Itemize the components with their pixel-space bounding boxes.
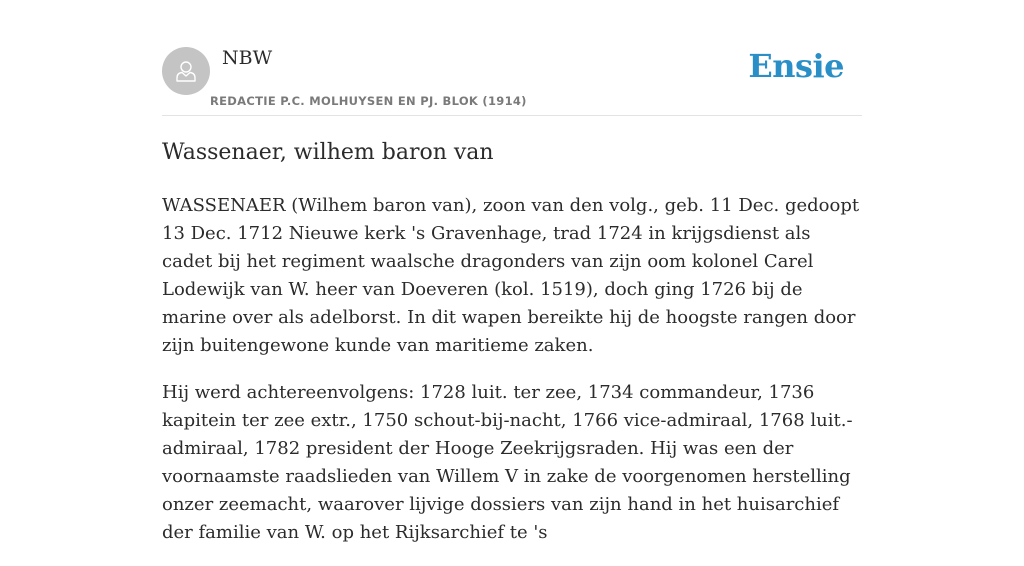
source-name[interactable]: NBW <box>222 47 273 69</box>
article-paragraph: WASSENAER (Wilhem baron van), zoon van den volg., geb. 11 Dec. gedoopt 13 Dec. 1712 Nieuwe kerk 's Gravenhage, trad 1724 in krijgsdienst als cadet bij het regiment waalsche dragonders van zijn oom kolonel Carel Lodewijk van W. heer van Doeveren (kol. 1519), doch ging 1726 bij de marine over als adelborst. In dit wapen bereikte hij de hoogste rangen door zijn buitengewone kunde van maritieme zaken. <box>162 195 860 356</box>
source-subtitle: REDACTIE P.C. MOLHUYSEN EN PJ. BLOK (1914) <box>210 94 527 108</box>
person-outline-icon <box>172 57 200 85</box>
article-page <box>162 0 862 543</box>
article-paragraph: Hij werd achtereenvolgens: 1728 luit. ter zee, 1734 commandeur, 1736 kapitein ter zee extr., 1750 schout-bij-nacht, 1766 vice-admiraal, 1768 luit.-admiraal, 1782 president der Hooge Zeekrijgsraden. Hij was een der voornaamste raadslieden van Willem V in zake de voorgenomen herstelling onzer zeemacht, waarover lijvige dossiers van zijn hand in het huisarchief der familie van W. op het Rijksarchief te 's <box>162 382 853 543</box>
ensie-logo[interactable]: Ensie <box>748 47 844 85</box>
article-body <box>162 192 862 566</box>
user-avatar-icon[interactable] <box>162 47 210 95</box>
article-header <box>162 0 862 116</box>
article-title: Wassenaer, wilhem baron van <box>162 140 494 165</box>
